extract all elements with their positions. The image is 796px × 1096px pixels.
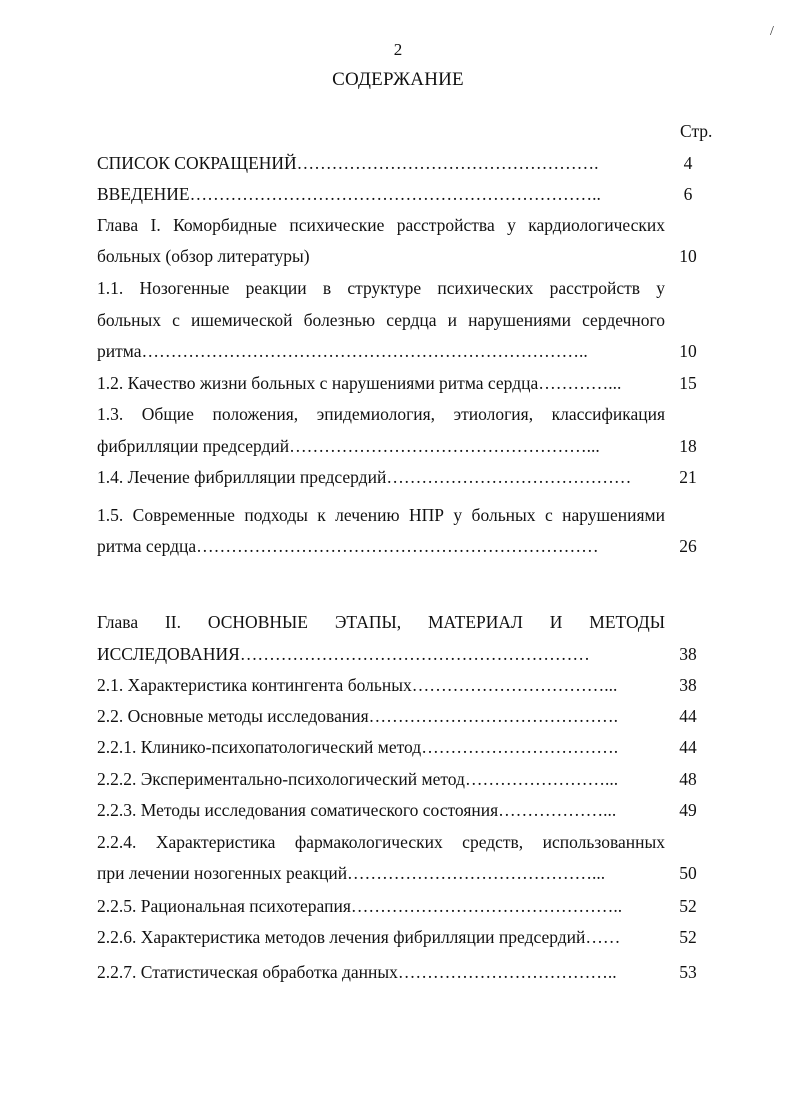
toc-page-2-2-6: 52: [679, 927, 697, 947]
toc-page-2-1: 38: [679, 675, 697, 695]
toc-entry-2-2-4-line2: при лечении нозогенных реакций……………………………………...: [97, 863, 606, 883]
page-title: СОДЕРЖАНИЕ: [332, 69, 464, 90]
toc-page-2-2: 44: [679, 706, 697, 726]
toc-page-1-1: 10: [679, 341, 697, 361]
toc-page-abbreviations: 4: [683, 153, 693, 173]
toc-page-2-2-1: 44: [679, 737, 697, 757]
toc-page-2-2-5: 52: [679, 896, 697, 916]
toc-entry-1-1-line2: больных с ишемической болезнью сердца и нарушениями сердечного: [97, 310, 665, 330]
toc-entry-1-3-line2: фибрилляции предсердий……………………………………………...: [97, 436, 600, 456]
toc-entry-2-2-5: 2.2.5. Рациональная психотерапия………………………………………..: [97, 896, 623, 916]
toc-page-introduction: 6: [683, 184, 693, 204]
toc-entry-1-4: 1.4. Лечение фибрилляции предсердий……………………………………: [97, 467, 632, 487]
margin-mark: /: [770, 24, 774, 39]
toc-entry-2-1: 2.1. Характеристика контингента больных……………………………...: [97, 675, 618, 695]
toc-entry-1-5-line1: 1.5. Современные подходы к лечению НПР у больных с нарушениями: [97, 505, 665, 525]
toc-entry-2-2-3: 2.2.3. Методы исследования соматического состояния………………...: [97, 800, 617, 820]
toc-entry-2-2-1: 2.2.1. Клинико-психопатологический метод…………………………….: [97, 737, 619, 757]
toc-entry-1-3-line1: 1.3. Общие положения, эпидемиология, этиология, классификация: [97, 404, 665, 424]
toc-page-2-2-4: 50: [679, 863, 697, 883]
toc-page-2-2-3: 49: [679, 800, 697, 820]
toc-entry-2-2-2: 2.2.2. Экспериментально-психологический метод……………………...: [97, 769, 619, 789]
toc-entry-1-1-line1: 1.1. Нозогенные реакции в структуре психических расстройств у: [97, 278, 665, 298]
toc-entry-chapter1-line1: Глава I. Коморбидные психические расстройства у кардиологических: [97, 215, 665, 235]
toc-entry-1-2: 1.2. Качество жизни больных с нарушениями ритма сердца…………...: [97, 373, 622, 393]
toc-entry-2-2: 2.2. Основные методы исследования…………………………………….: [97, 706, 618, 726]
toc-page-1-2: 15: [679, 373, 697, 393]
toc-entry-abbreviations: СПИСОК СОКРАЩЕНИЙ…………………………………………….: [97, 153, 599, 173]
page-number: 2: [393, 40, 403, 59]
toc-page-2-2-7: 53: [679, 962, 697, 982]
toc-entry-chapter2-line1: Глава II. ОСНОВНЫЕ ЭТАПЫ, МАТЕРИАЛ И МЕТОДЫ: [97, 612, 665, 632]
toc-entry-1-1-line3: ритма…………………………………………………………………..: [97, 341, 588, 361]
toc-page-chapter2: 38: [679, 644, 697, 664]
toc-page-1-4: 21: [679, 467, 697, 487]
toc-entry-2-2-7: 2.2.7. Статистическая обработка данных………………………………..: [97, 962, 617, 982]
toc-page-1-3: 18: [679, 436, 697, 456]
toc-entry-2-2-4-line1: 2.2.4. Характеристика фармакологических средств, использованных: [97, 832, 665, 852]
toc-entry-introduction: ВВЕДЕНИЕ……………………………………………………………..: [97, 184, 601, 204]
toc-page-2-2-2: 48: [679, 769, 697, 789]
toc-page-1-5: 26: [679, 536, 697, 556]
toc-entry-chapter2-line2: ИССЛЕДОВАНИЯ……………………………………………………: [97, 644, 590, 664]
toc-entry-chapter1-line2: больных (обзор литературы): [97, 246, 310, 266]
toc-entry-2-2-6: 2.2.6. Характеристика методов лечения фибрилляции предсердий……: [97, 927, 621, 947]
toc-page-chapter1: 10: [679, 246, 697, 266]
toc-entry-1-5-line2: ритма сердца……………………………………………………………: [97, 536, 599, 556]
page-column-header: Стр.: [680, 121, 713, 141]
